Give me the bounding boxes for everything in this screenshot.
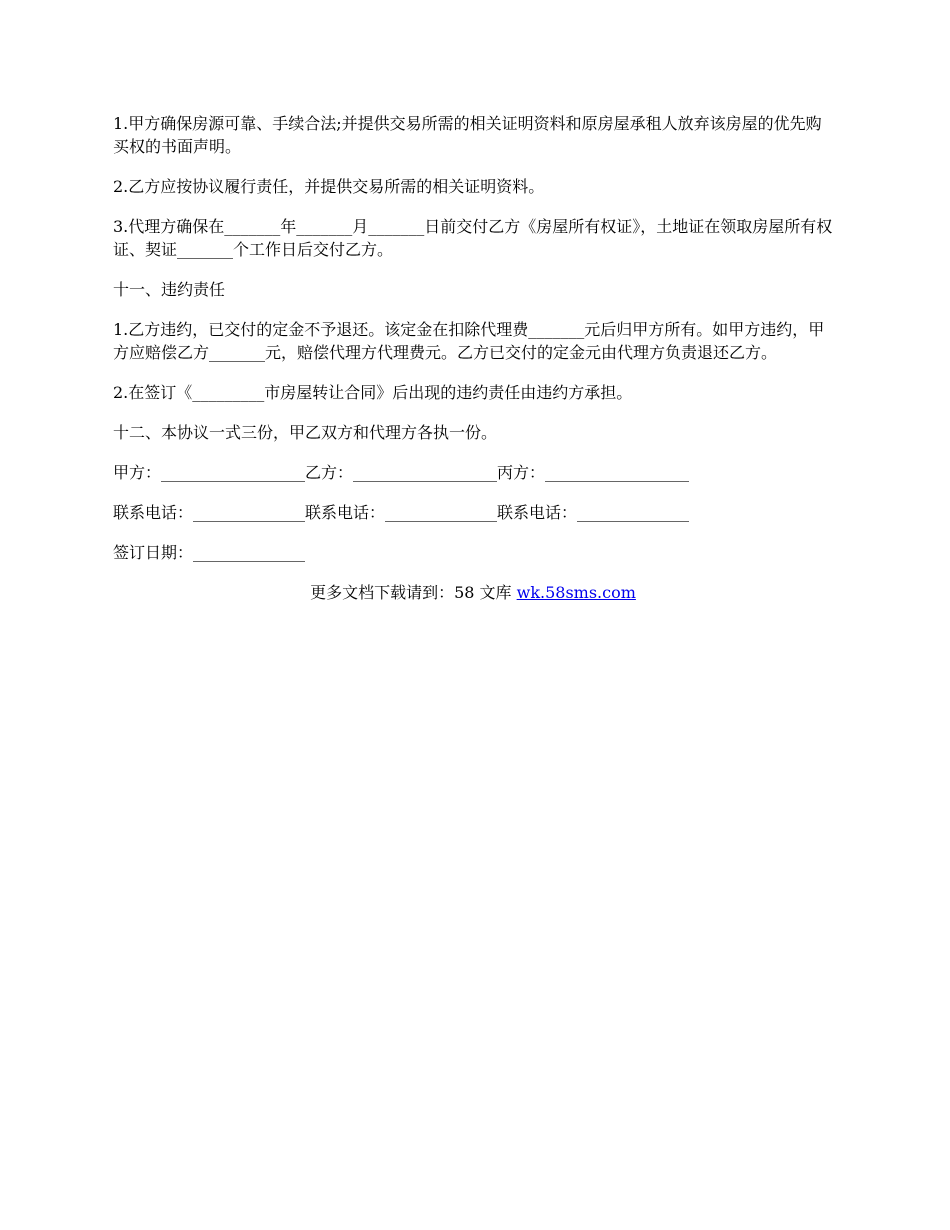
section-heading-copies: 十二、本协议一式三份，甲乙双方和代理方各执一份。 [113, 423, 498, 442]
signature-party-a: 甲方：__________________ [113, 463, 306, 482]
clause-breach-deposit: 1.乙方违约，已交付的定金不予退还。该定金在扣除代理费_______元后归甲方所有。如甲方违约，甲方应赔偿乙方_______元，赔偿代理方代理费元。乙方已交付的定金元由代理方负责退还乙方。 [113, 320, 825, 362]
section-heading-breach: 十一、违约责任 [113, 280, 226, 299]
clause-party-a-guarantee: 1.甲方确保房源可靠、手续合法;并提供交易所需的相关证明资料和原房屋承租人放弃该房屋的优先购买权的书面声明。 [113, 114, 822, 156]
phone-party-a: 联系电话：______________ [113, 503, 306, 522]
footer [113, 581, 833, 604]
phone-row [113, 501, 833, 524]
footer-link[interactable]: wk.58sms.com [516, 583, 636, 602]
clause-party-b-responsibility: 2.乙方应按协议履行责任，并提供交易所需的相关证明资料。 [113, 177, 545, 196]
document-page [113, 112, 833, 604]
phone-party-b: 联系电话：______________ [305, 503, 498, 522]
phone-party-c: 联系电话：______________ [497, 503, 690, 522]
sign-date: 签订日期：______________ [113, 543, 306, 562]
clause-agent-delivery: 3.代理方确保在_______年_______月_______日前交付乙方《房屋所有权证》，土地证在领取房屋所有权证、契证_______个工作日后交付乙方。 [113, 217, 833, 259]
clause-breach-contract: 2.在签订《_________市房屋转让合同》后出现的违约责任由违约方承担。 [113, 383, 633, 402]
signature-row [113, 461, 833, 484]
signature-party-c: 丙方：__________________ [497, 463, 690, 482]
footer-prefix: 更多文档下载请到：58 文库 [310, 583, 517, 602]
signature-party-b: 乙方：__________________ [305, 463, 498, 482]
date-row [113, 541, 833, 564]
